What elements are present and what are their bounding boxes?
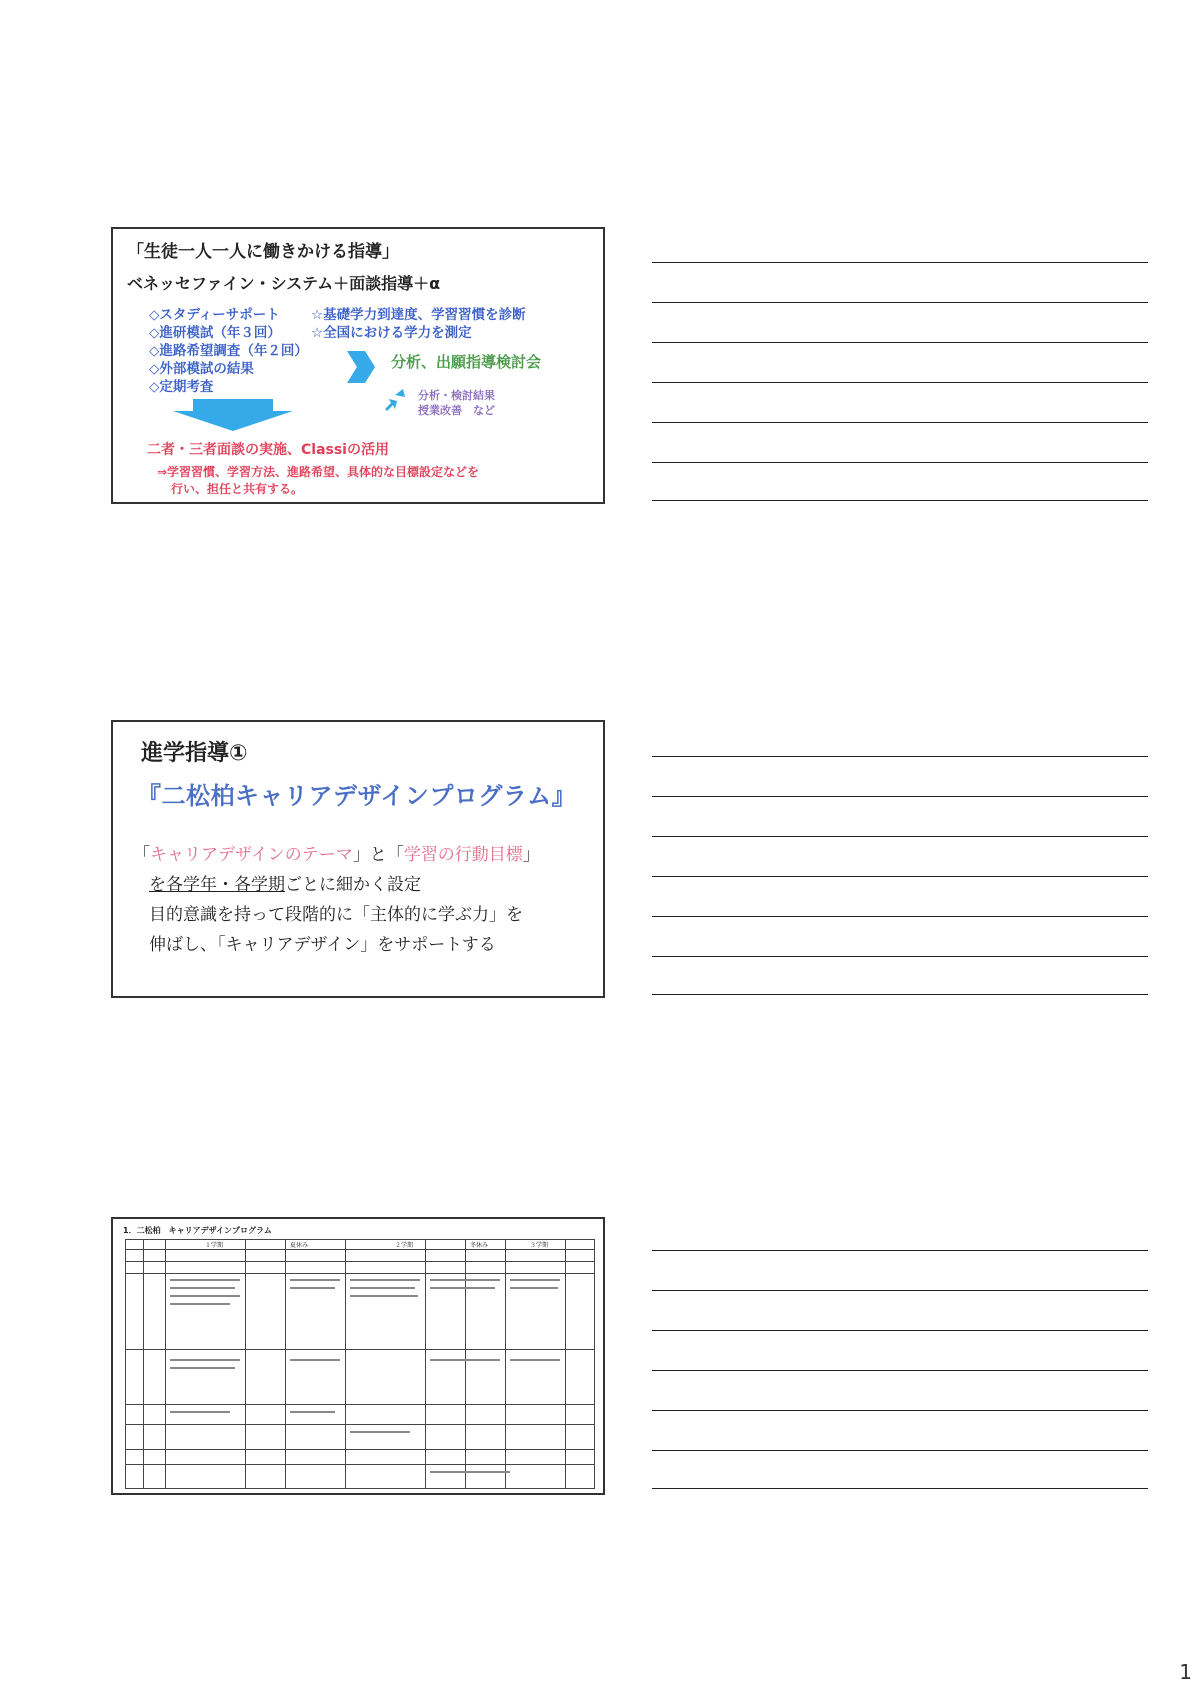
slide-1	[111, 227, 605, 504]
program-table	[125, 1239, 595, 1489]
item-shinken-moshi: ◇進研模試（年３回）	[149, 325, 281, 341]
share-text-1: ⇒学習習慣、学習方法、進路希望、具体的な目標設定などを	[157, 465, 480, 479]
program-title: 『二松柏キャリアデザインプログラム』	[137, 782, 577, 810]
line-themes: 「キャリアデザインのテーマ」と「学習の行動目標」	[133, 845, 540, 865]
analysis-result: 分析・検討結果	[418, 389, 495, 402]
analysis-meeting: 分析、出願指導検討会	[391, 353, 542, 371]
class-improvement: 授業改善 など	[418, 404, 495, 417]
header-term1: １学期	[205, 1242, 224, 1249]
slide-2	[111, 720, 605, 998]
slide1-title: 「生徒一人一人に働きかける指導」	[127, 242, 399, 262]
slide3-title: 1．二松柏 キャリアデザインプログラム	[123, 1226, 272, 1235]
item-study-support: ◇スタディーサポート	[149, 307, 280, 323]
slide-3	[111, 1217, 605, 1495]
note-national: ☆全国における学力を測定	[311, 325, 472, 341]
header-winter: 冬休み	[470, 1242, 489, 1249]
note-lines-1	[652, 262, 1148, 502]
line-support: 伸ばし、「キャリアデザイン」をサポートする	[149, 935, 496, 955]
arrow-up-icon	[381, 387, 411, 413]
item-career-survey: ◇進路希望調査（年２回）	[149, 343, 308, 359]
note-lines-3	[652, 1250, 1148, 1490]
slide2-heading: 進学指導①	[141, 741, 248, 766]
interview-text: 二者・三者面談の実施、Classiの活用	[147, 442, 389, 458]
slide1-subtitle: ベネッセファイン・システム＋面談指導＋α	[127, 274, 441, 293]
item-regular-exam: ◇定期考査	[149, 379, 214, 395]
share-text-2: 行い、担任と共有する。	[171, 482, 304, 496]
line-purpose: 目的意識を持って段階的に「主体的に学ぶ力」を	[149, 905, 523, 925]
header-term2: ２学期	[395, 1242, 414, 1249]
header-summer: 夏休み	[290, 1242, 309, 1249]
arrow-right-icon	[345, 347, 377, 387]
note-basic-skills: ☆基礎学力到達度、学習習慣を診断	[311, 307, 526, 323]
down-arrow-icon	[173, 411, 293, 433]
line-each-term: を各学年・各学期ごとに細かく設定	[149, 875, 421, 895]
note-lines-2	[652, 756, 1148, 996]
page-number: 1	[1179, 1660, 1192, 1684]
header-term3: ３学期	[530, 1242, 549, 1249]
item-external-exam: ◇外部模試の結果	[149, 361, 254, 377]
